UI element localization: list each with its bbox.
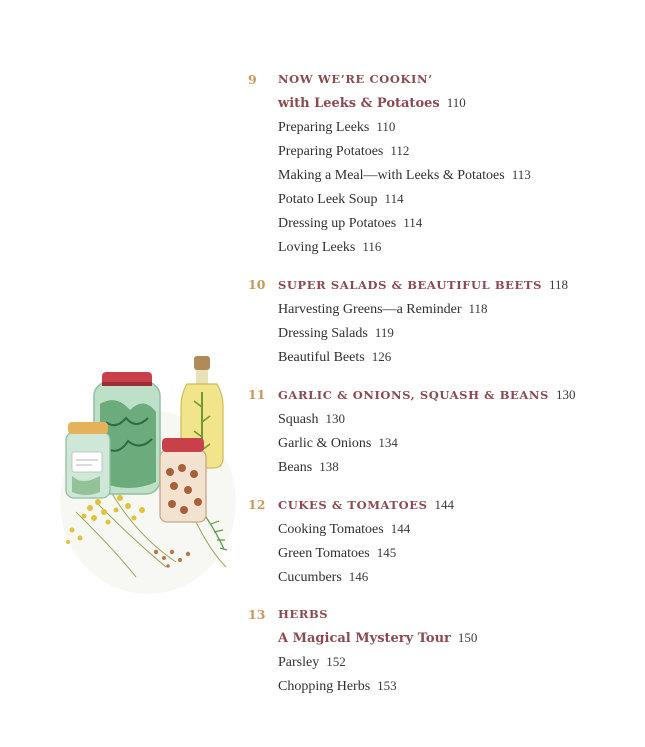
chapter-title-text: CUKES & TOMATOES <box>278 498 428 512</box>
toc-entry[interactable] <box>278 650 638 674</box>
page-number: 152 <box>326 654 346 669</box>
toc-entry[interactable] <box>278 541 638 565</box>
page-number: 144 <box>434 497 454 512</box>
chapter-13 <box>248 603 638 698</box>
page-number: 144 <box>390 521 411 536</box>
chapter-title-text: GARLIC & ONIONS, SQUASH & BEANS <box>278 388 549 402</box>
page-number: 112 <box>390 143 410 158</box>
chapter-number: 12 <box>248 497 266 512</box>
page-number: 150 <box>457 630 478 645</box>
chapter-11 <box>248 383 638 479</box>
chapter-title-text: HERBS <box>278 607 329 621</box>
toc-entry[interactable] <box>278 163 638 187</box>
toc-entry[interactable] <box>278 211 638 235</box>
chapter-title-text: NOW WE’RE COOKIN’ <box>278 72 433 86</box>
page-number: 116 <box>362 239 382 254</box>
page-number: 130 <box>325 411 345 426</box>
chapter-subtitle-text: with Leeks & Potatoes <box>278 96 440 111</box>
page-number: 146 <box>348 569 369 584</box>
page-number: 114 <box>384 191 404 206</box>
chapter-number: 9 <box>248 72 257 87</box>
page-number: 126 <box>371 349 392 364</box>
small-jar-left <box>66 422 110 498</box>
chapter-title[interactable] <box>278 273 638 297</box>
entry-label: Parsley <box>278 655 320 670</box>
entry-label: Harvesting Greens—a Reminder <box>278 302 462 317</box>
entry-label: Squash <box>278 412 319 427</box>
chapter-title[interactable] <box>278 383 638 407</box>
chapter-number: 11 <box>248 387 266 402</box>
chapter-subtitle-text: A Magical Mystery Tour <box>278 631 451 646</box>
toc-entry[interactable] <box>278 455 638 479</box>
chapter-subtitle[interactable] <box>278 91 638 115</box>
toc-entry[interactable] <box>278 407 638 431</box>
toc-entry[interactable] <box>278 115 638 139</box>
page-number: 119 <box>374 325 394 340</box>
toc-entry[interactable] <box>278 565 638 589</box>
chapter-title[interactable] <box>278 493 638 517</box>
entry-label: Preparing Leeks <box>278 120 370 135</box>
page-number: 138 <box>319 459 339 474</box>
entry-label: Potato Leek Soup <box>278 192 378 207</box>
toc-entry[interactable] <box>278 674 638 698</box>
entry-label: Loving Leeks <box>278 240 356 255</box>
page-number: 153 <box>377 678 397 693</box>
entry-label: Preparing Potatoes <box>278 144 384 159</box>
chapter-subtitle[interactable] <box>278 626 638 650</box>
entry-label: Chopping Herbs <box>278 679 371 694</box>
page-number: 113 <box>511 167 531 182</box>
entry-label: Green Tomatoes <box>278 546 370 561</box>
page-number: 145 <box>376 545 397 560</box>
page-number: 110 <box>446 95 466 110</box>
chapter-12 <box>248 493 638 589</box>
entry-label: Dressing up Potatoes <box>278 216 397 231</box>
toc-entry[interactable] <box>278 235 638 259</box>
toc-entry[interactable] <box>278 187 638 211</box>
toc-entry[interactable] <box>278 297 638 321</box>
entry-label: Cooking Tomatoes <box>278 522 384 537</box>
toc-entry[interactable] <box>278 139 638 163</box>
page-number: 130 <box>555 387 576 402</box>
page-number: 134 <box>378 435 398 450</box>
toc-entry[interactable] <box>278 517 638 541</box>
red-lid-jar <box>160 438 206 522</box>
entry-label: Beautiful Beets <box>278 350 365 365</box>
preserving-jars-illustration <box>56 352 238 600</box>
entry-label: Making a Meal—with Leeks & Potatoes <box>278 168 505 183</box>
chapter-number: 10 <box>248 277 266 292</box>
chapter-title-text: SUPER SALADS & BEAUTIFUL BEETS <box>278 278 542 292</box>
entry-label: Garlic & Onions <box>278 436 372 451</box>
page-number: 118 <box>468 301 488 316</box>
entry-label: Dressing Salads <box>278 326 368 341</box>
entry-label: Cucumbers <box>278 570 342 585</box>
table-of-contents <box>248 68 638 698</box>
chapter-10 <box>248 273 638 369</box>
page-number: 114 <box>403 215 423 230</box>
page-number: 118 <box>548 277 569 292</box>
page-number: 110 <box>376 119 396 134</box>
toc-entry[interactable] <box>278 321 638 345</box>
toc-entry[interactable] <box>278 345 638 369</box>
chapter-title[interactable] <box>278 603 638 626</box>
chapter-9 <box>248 68 638 259</box>
toc-entry[interactable] <box>278 431 638 455</box>
chapter-title[interactable] <box>278 68 638 91</box>
chapter-number: 13 <box>248 607 266 622</box>
entry-label: Beans <box>278 460 313 475</box>
